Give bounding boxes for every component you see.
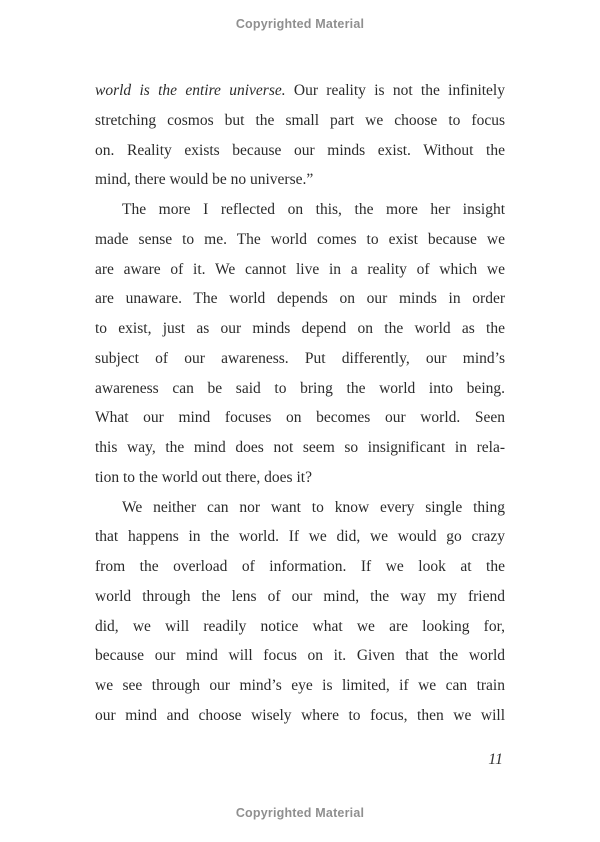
text-line [95,522,505,552]
text-line [95,284,505,314]
text-segment: this way, the mind does not seem so insignificant in rela- [95,439,505,456]
text-line [95,671,505,701]
text-segment: from the overload of information. If we look at the [95,558,505,575]
text-segment: stretching cosmos but the small part we choose to focus [95,111,505,129]
text-line [95,344,505,374]
text-line [95,403,505,433]
text-line [95,433,505,463]
text-line [95,195,505,225]
text-segment: awareness can be said to bring the world into being. [95,379,505,397]
text-line [95,314,505,344]
text-line [95,165,505,195]
text-segment: we see through our mind’s eye is limited, if we can train [95,677,505,694]
text-segment: world through the lens of our mind, the way my friend [95,587,505,605]
text-segment: The more I reflected on this, the more her insight [122,201,505,218]
italic-text-segment: world is the entire universe. [95,82,286,99]
text-segment: mind, there would be no universe.” [95,171,314,189]
text-segment: tion to the world out there, does it? [95,468,312,486]
text-segment: that happens in the world. If we did, we would go crazy [95,528,505,546]
text-line [95,255,505,285]
text-segment: on. Reality exists because our minds exist. Without the [95,141,505,159]
copyright-notice-top: Copyrighted Material [235,17,365,31]
text-segment: are aware of it. We cannot live in a reality of which we [95,260,505,278]
text-segment: our mind and choose wisely where to focus, then we will [95,706,505,724]
body-text [95,76,505,731]
text-line [95,463,505,493]
text-segment: to exist, just as our minds depend on the world as the [95,320,505,337]
text-line [95,493,505,523]
page-number: 11 [488,751,503,768]
text-line [95,136,505,166]
copyright-notice-bottom: Copyrighted Material [235,806,365,820]
text-line [95,106,505,136]
text-segment: What our mind focuses on becomes our world. Seen [95,409,505,427]
text-line [95,76,505,106]
text-segment: subject of our awareness. Put differently, our mind’s [95,349,505,367]
text-line [95,582,505,612]
text-line [95,641,505,671]
text-segment: made sense to me. The world comes to exist because we [95,230,505,248]
text-segment: Our reality is not the infinitely [285,82,505,99]
text-line [95,701,505,731]
text-segment: are unaware. The world depends on our minds in order [95,290,505,308]
text-line [95,552,505,582]
text-segment: We neither can nor want to know every single thing [122,498,505,516]
text-segment: did, we will readily notice what we are looking for, [95,617,505,635]
text-line [95,612,505,642]
text-line [95,374,505,404]
text-segment: because our mind will focus on it. Given that the world [95,647,505,665]
text-line [95,225,505,255]
